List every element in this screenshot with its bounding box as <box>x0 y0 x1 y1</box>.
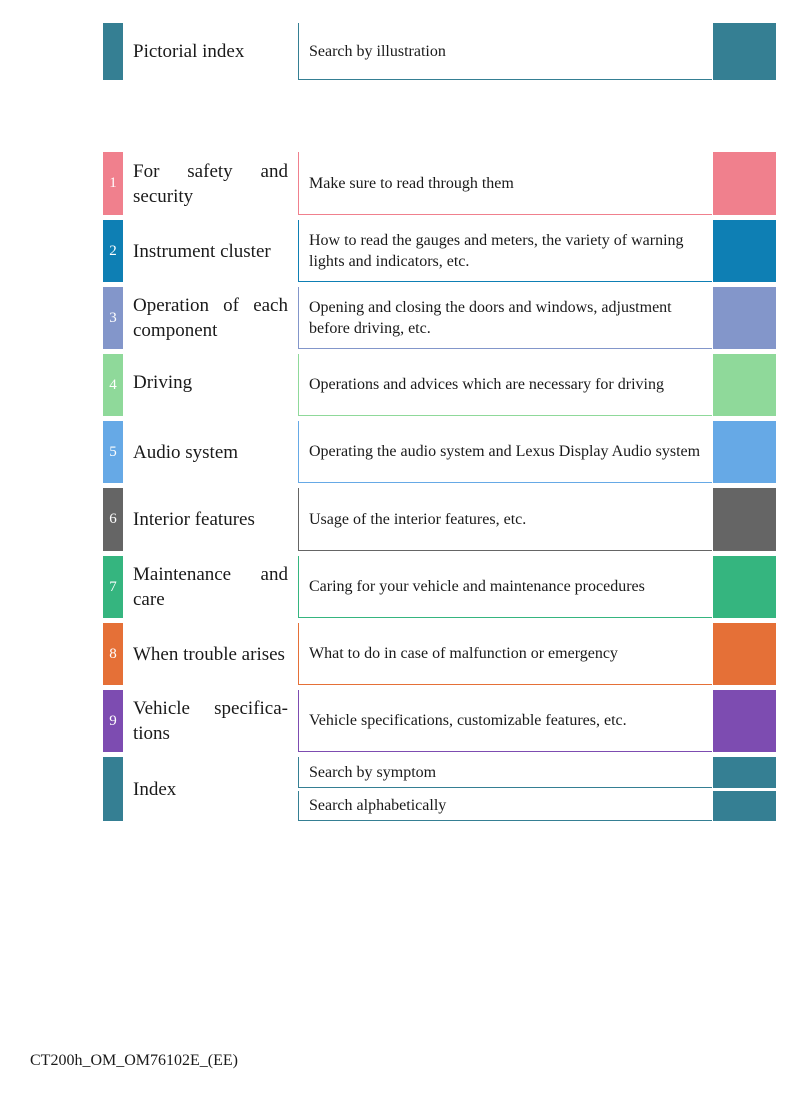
index-entry-description: Search alphabetically <box>298 791 712 821</box>
pictorial-index-marker <box>103 23 123 80</box>
chapter-8-tab[interactable] <box>713 623 776 685</box>
chapter-3-tab[interactable] <box>713 287 776 349</box>
chapter-description: Vehicle specifications, customizable features, etc. <box>298 690 712 752</box>
chapter-9-row[interactable] <box>103 690 776 752</box>
chapter-title: Interior features <box>133 509 255 530</box>
index-title: Index <box>133 778 177 800</box>
chapter-number: 2 <box>103 220 123 282</box>
index-entry-symptom[interactable] <box>298 757 776 788</box>
index-symptom-tab[interactable] <box>713 757 776 788</box>
chapter-6-row[interactable] <box>103 488 776 551</box>
chapter-title: Driving <box>133 372 193 393</box>
chapter-5-row[interactable] <box>103 421 776 483</box>
chapter-8-row[interactable] <box>103 623 776 685</box>
chapter-number: 5 <box>103 421 123 483</box>
chapter-title: Audio system <box>133 441 239 463</box>
chapter-description: Opening and closing the doors and windows, adjustment before driving, etc. <box>298 287 712 349</box>
chapter-number: 4 <box>103 354 123 416</box>
chapter-number: 8 <box>103 623 123 685</box>
index-alphabetical-tab[interactable] <box>713 791 776 821</box>
chapter-description: Operations and advices which are necessary for driving <box>298 354 712 416</box>
chapter-number: 9 <box>103 690 123 752</box>
chapter-number: 6 <box>103 488 123 551</box>
chapter-number: 7 <box>103 556 123 618</box>
chapter-5-tab[interactable] <box>713 421 776 483</box>
chapter-1-tab[interactable] <box>713 152 776 215</box>
chapter-1-row[interactable] <box>103 152 776 215</box>
index-row <box>103 757 776 821</box>
chapter-title: For safety and security <box>133 160 288 207</box>
chapter-2-row[interactable] <box>103 220 776 282</box>
pictorial-index-title: Pictorial index <box>133 41 245 62</box>
pictorial-index-description: Search by illustration <box>298 23 712 80</box>
chapter-title: Vehicle specifica-tions <box>133 698 288 744</box>
index-entry-alphabetical[interactable] <box>298 791 776 821</box>
chapter-description: Operating the audio system and Lexus Display Audio system <box>298 421 712 483</box>
chapter-description: Caring for your vehicle and maintenance procedures <box>298 556 712 618</box>
chapter-description: What to do in case of malfunction or emergency <box>298 623 712 685</box>
chapter-description: Make sure to read through them <box>298 152 712 215</box>
pictorial-index-row[interactable] <box>103 23 776 80</box>
chapter-4-row[interactable] <box>103 354 776 416</box>
chapter-description: How to read the gauges and meters, the variety of warning lights and indicators, etc. <box>298 220 712 282</box>
chapter-description: Usage of the interior features, etc. <box>298 488 712 551</box>
document-code: CT200h_OM_OM76102E_(EE) <box>30 1052 238 1069</box>
index-entry-description: Search by symptom <box>298 757 712 788</box>
chapter-number: 1 <box>103 152 123 215</box>
chapter-title: Maintenance and care <box>133 564 288 610</box>
chapter-title: Instrument cluster <box>133 240 271 262</box>
chapter-7-tab[interactable] <box>713 556 776 618</box>
chapter-number: 3 <box>103 287 123 349</box>
chapter-3-row[interactable] <box>103 287 776 349</box>
index-marker <box>103 757 123 821</box>
chapter-9-tab[interactable] <box>713 690 776 752</box>
chapter-7-row[interactable] <box>103 556 776 618</box>
chapter-4-tab[interactable] <box>713 354 776 416</box>
chapter-title: Operation of each component <box>133 295 288 341</box>
pictorial-index-tab[interactable] <box>713 23 776 80</box>
chapter-title: When trouble arises <box>133 643 285 665</box>
chapter-6-tab[interactable] <box>713 488 776 551</box>
chapter-2-tab[interactable] <box>713 220 776 282</box>
